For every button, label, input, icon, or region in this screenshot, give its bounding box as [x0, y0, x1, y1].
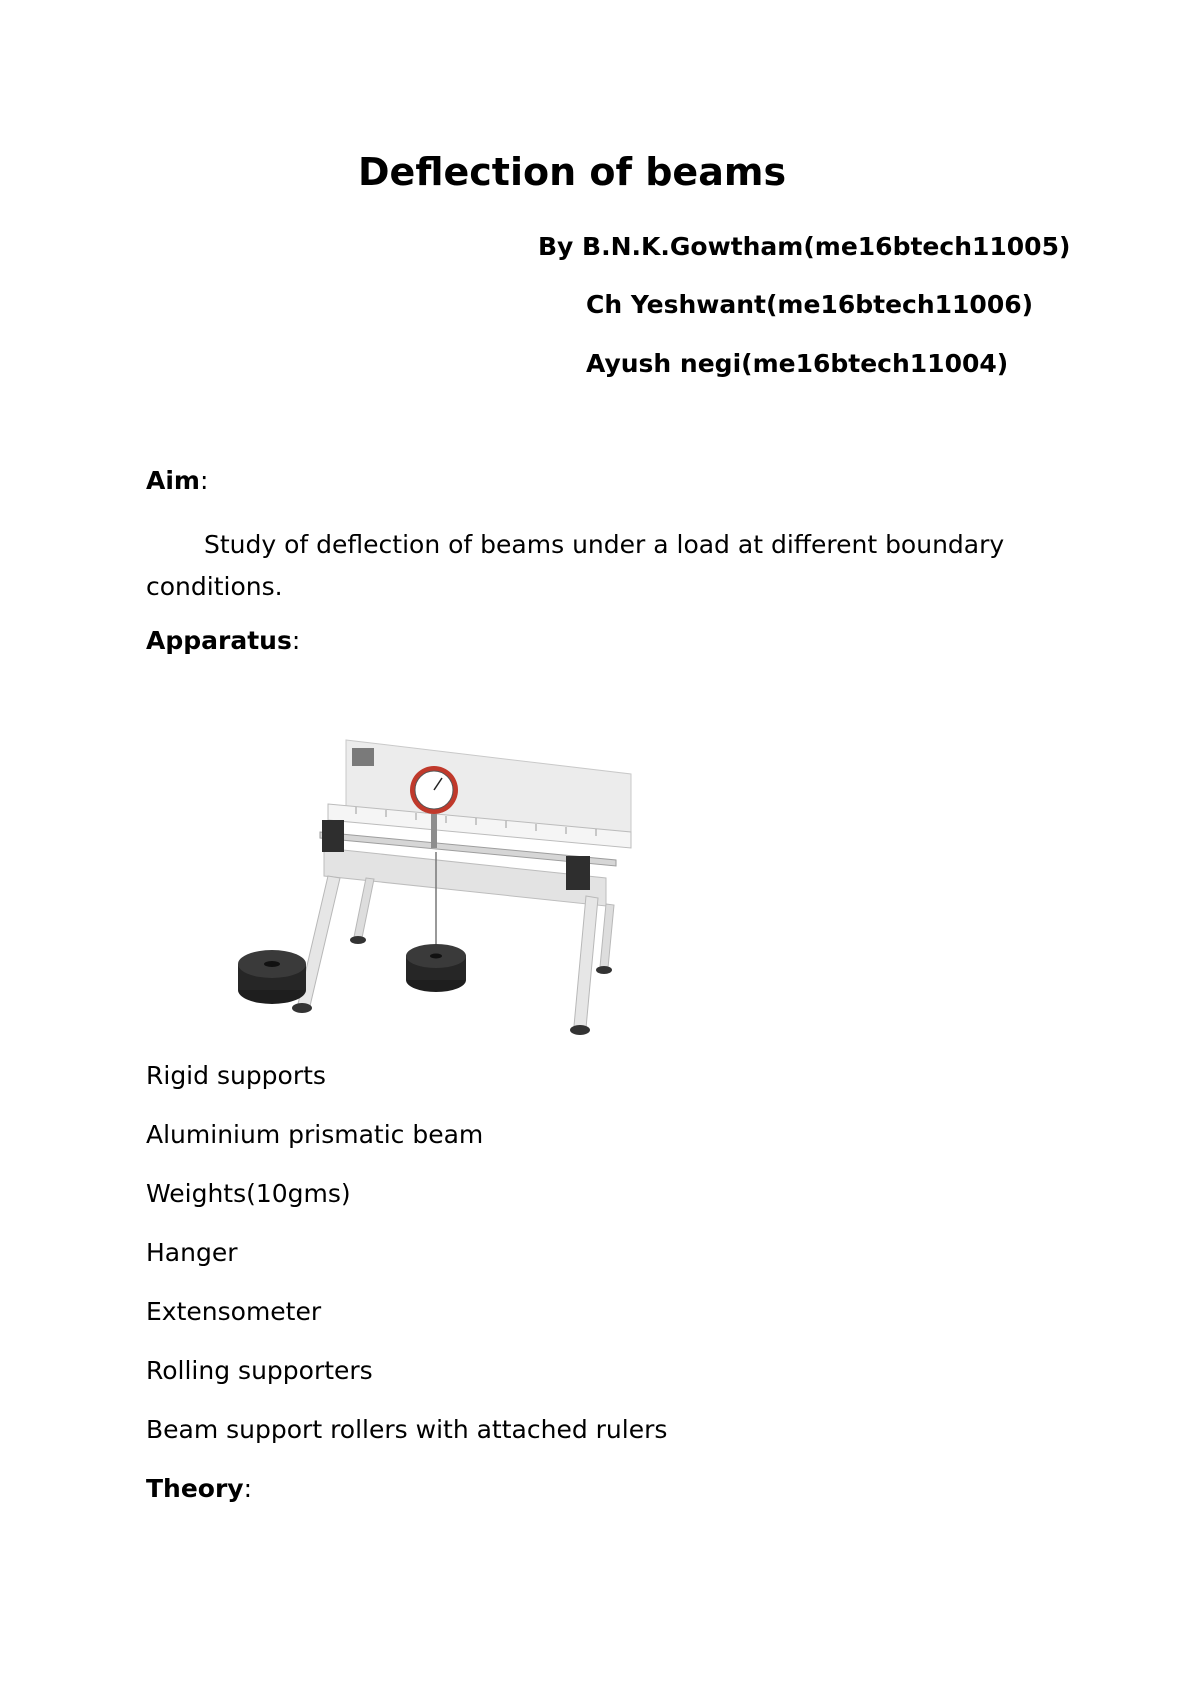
- apparatus-item: Extensometer: [146, 1297, 322, 1326]
- apparatus-item: Aluminium prismatic beam: [146, 1120, 484, 1149]
- aim-heading: [146, 466, 208, 495]
- theory-heading-colon: :: [243, 1474, 253, 1503]
- left-support-block: [322, 820, 344, 852]
- logo-mark: [352, 748, 374, 766]
- apparatus-item: Hanger: [146, 1238, 238, 1267]
- apparatus-heading-colon: :: [291, 626, 301, 655]
- aim-text: Study of deflection of beams under a load at different boundary conditions.: [146, 530, 1005, 601]
- author-line-2: Ch Yeshwant(me16btech11006): [586, 290, 1034, 319]
- apparatus-item: Beam support rollers with attached rulers: [146, 1415, 668, 1444]
- apparatus-heading-label: Apparatus: [146, 626, 292, 655]
- author-line-3: Ayush negi(me16btech11004): [586, 349, 1009, 378]
- document-title: Deflection of beams: [358, 150, 787, 194]
- weights-left: [238, 950, 306, 1004]
- right-support-block: [566, 856, 590, 890]
- beam-apparatus-illustration: [236, 728, 636, 1038]
- theory-heading: [146, 1474, 252, 1503]
- apparatus-item: Weights(10gms): [146, 1179, 351, 1208]
- theory-heading-label: Theory: [146, 1474, 244, 1503]
- aim-heading-colon: :: [199, 466, 209, 495]
- apparatus-image: [236, 728, 636, 1038]
- author-line-1: By B.N.K.Gowtham(me16btech11005): [538, 232, 1071, 261]
- weights-hanger: [406, 944, 466, 992]
- apparatus-heading: [146, 626, 300, 655]
- apparatus-item: Rolling supporters: [146, 1356, 373, 1385]
- aim-heading-label: Aim: [146, 466, 200, 495]
- apparatus-item: Rigid supports: [146, 1061, 326, 1090]
